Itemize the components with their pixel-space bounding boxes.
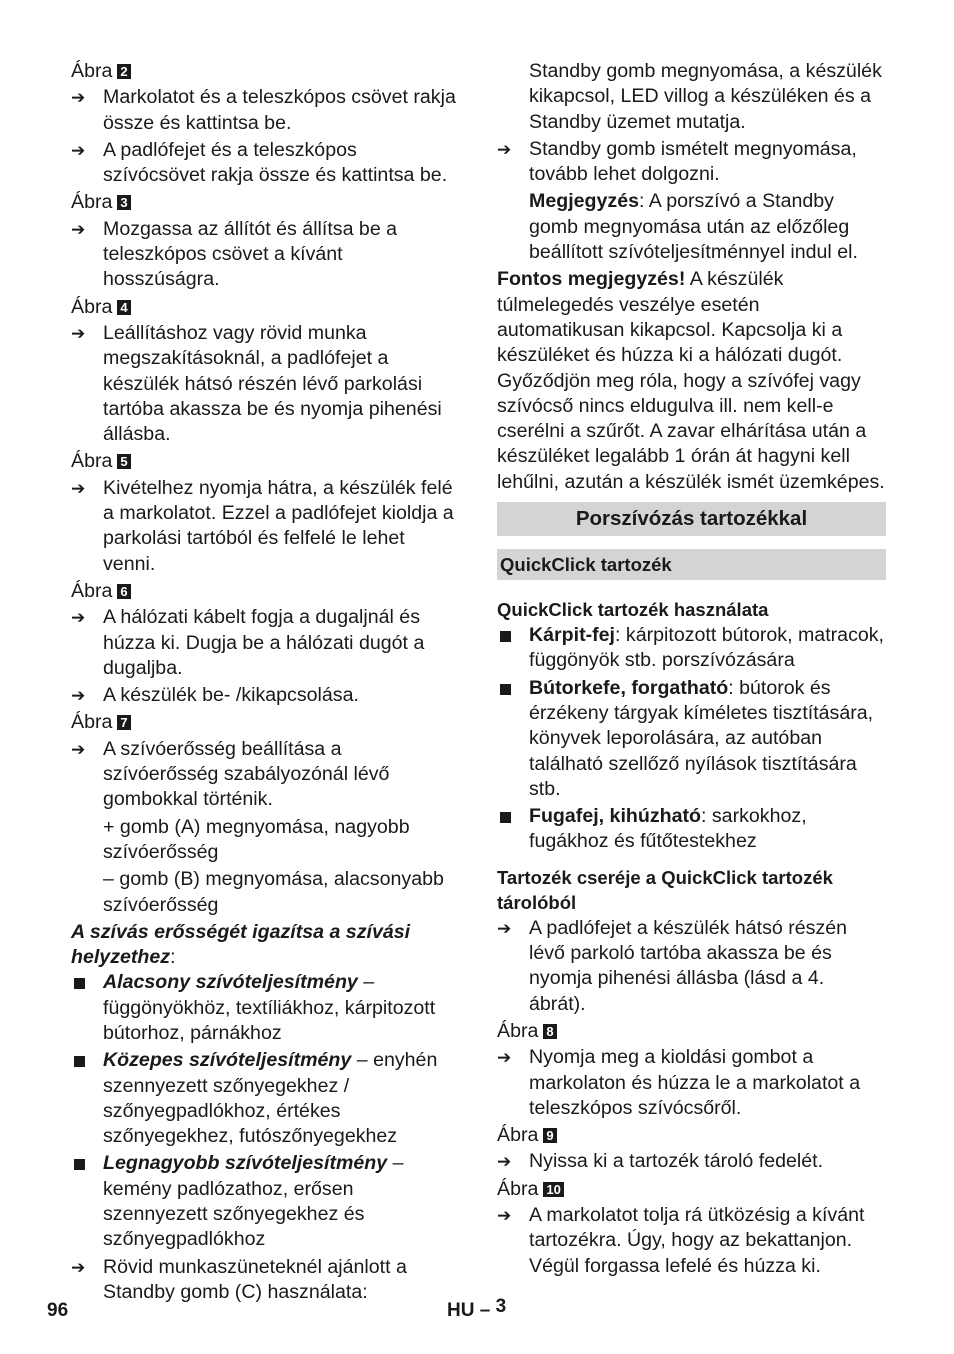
arrow-right-icon: ➔	[71, 88, 86, 108]
figure-ref: Ábra 10	[497, 1177, 886, 1202]
instruction-step: ➔ Rövid munkaszüneteknél ajánlott a Standby gomb (C) használata:	[71, 1255, 407, 1303]
instruction-step: ➔ Markolatot és a teleszkópos csövet rakja össze és kattintsa be.	[71, 86, 456, 134]
arrow-right-icon: ➔	[497, 918, 512, 938]
bullet-item: Legnagyobb szívóteljesítmény – kemény padlózathoz, erősen szennyezett szőnyegekhez és szőnyegpadlókhoz	[71, 1151, 461, 1252]
square-bullet-icon	[74, 1159, 85, 1170]
right-column	[497, 59, 886, 1281]
page-number: 96	[47, 1300, 69, 1321]
figure-ref: Ábra 6	[71, 579, 461, 604]
instruction-step: ➔ A szívóerősség beállítása a szívóerősség szabályozónál lévő gombokkal történik.	[71, 737, 390, 811]
square-bullet-icon	[74, 1056, 85, 1067]
change-heading: Tartozék cseréje a QuickClick tartozék tárolóból	[497, 866, 833, 913]
square-bullet-icon	[500, 631, 511, 642]
bullet-item: Kárpit-fej: kárpitozott bútorok, matracok, függönyök stb. porszívózására	[497, 623, 886, 674]
bullet-item: Alacsony szívóteljesítmény – függönyökhöz, textíliákhoz, kárpitozott bútorhoz, párnákhoz	[71, 970, 461, 1046]
arrow-right-icon: ➔	[497, 1152, 512, 1172]
instruction-step: ➔ Kivételhez nyomja hátra, a készülék felé a markolatot. Ezzel a padlófejet kioldja a parkolási tartóból és felfelé le lehet venni.	[71, 476, 454, 575]
arrow-right-icon: ➔	[71, 323, 86, 343]
instruction-step: ➔ Mozgassa az állítót és állítsa be a teleszkópos csövet a kívánt hosszúságra.	[71, 217, 398, 291]
arrow-right-icon: ➔	[497, 1205, 512, 1225]
instruction-step: ➔ A padlófejet és a teleszkópos szívócsövet rakja össze és kattintsa be.	[71, 138, 448, 187]
arrow-right-icon: ➔	[71, 1257, 86, 1277]
important-note: Fontos megjegyzés! A készülék túlmelegedés veszélye esetén automatikusan kikapcsol. Kapcsolja ki a készüléket és húzza ki a hálózati dugót. Győződjön meg róla, hogy a szívófej vagy szívócső nincs eldugulva ill. nem kell-e cserélni a szűrőt. A zavar elhárítása után a készüléket legalább 1 órán át hagyni kell lehűlni, azután a készülék ismét üzemképes.	[497, 268, 885, 493]
arrow-right-icon: ➔	[497, 1048, 512, 1068]
use-heading: QuickClick tartozék használata	[497, 599, 769, 621]
indented-text: Standby gomb megnyomása, a készülék kikapcsol, LED villog a készüléken és a Standby üzemet mutatja.	[529, 60, 882, 133]
footer-label: HU – 3	[447, 1296, 507, 1321]
indented-text: + gomb (A) megnyomása, nagyobb szívóerősség	[103, 815, 410, 863]
square-bullet-icon	[74, 978, 85, 989]
section-title: Porszívózás tartozékkal	[497, 502, 886, 536]
arrow-right-icon: ➔	[71, 219, 86, 239]
arrow-right-icon: ➔	[497, 139, 512, 159]
instruction-step: ➔ A padlófejet a készülék hátsó részén lévő parkoló tartóba akassza be és nyomja pihenési állásba (lásd a 4. ábrát).	[497, 916, 848, 1015]
bullet-item: Közepes szívóteljesítmény – enyhén szennyezett szőnyegekhez / szőnyegpadlókhoz, értékes szőnyegekhez, futószőnyegekhez	[71, 1048, 461, 1149]
instruction-step: ➔ A markolatot tolja rá ütközésig a kívánt tartozékra. Úgy, hogy az bekattanjon. Végül forgassa lefelé és húzza ki.	[497, 1203, 865, 1277]
instruction-step: ➔ Leállításhoz vagy rövid munka megszakításoknál, a padlófejet a készülék hátsó részén lévő parkolási tartóba akassza be és nyomja pihenési állásba.	[71, 321, 442, 446]
square-bullet-icon	[500, 684, 511, 695]
figure-ref: Ábra 8	[497, 1019, 886, 1044]
bullet-item: Fugafej, kihúzható: sarkokhoz, fugákhoz és fűtőtestekhez	[497, 804, 886, 855]
square-bullet-icon	[500, 812, 511, 823]
arrow-right-icon: ➔	[71, 478, 86, 498]
left-column	[71, 59, 461, 1307]
figure-ref: Ábra 9	[497, 1123, 886, 1148]
arrow-right-icon: ➔	[71, 608, 86, 628]
instruction-step: ➔ Nyissa ki a tartozék tároló fedelét.	[497, 1149, 886, 1174]
arrow-right-icon: ➔	[71, 140, 86, 160]
figure-ref: Ábra 3	[71, 190, 461, 215]
note: Megjegyzés: A porszívó a Standby gomb megnyomása után az előzőleg beállított szívóteljesítménnyel indul el.	[529, 190, 858, 264]
instruction-step: ➔ A hálózati kábelt fogja a dugaljnál és húzza ki. Dugja be a hálózati dugót a dugaljba.	[71, 606, 425, 679]
instruction-step: ➔ Standby gomb ismételt megnyomása, tovább lehet dolgozni.	[497, 137, 857, 186]
figure-ref: Ábra 4	[71, 295, 461, 320]
arrow-right-icon: ➔	[71, 739, 86, 759]
figure-ref: Ábra 2	[71, 59, 461, 84]
figure-ref: Ábra 7	[71, 710, 461, 735]
figure-ref: Ábra 5	[71, 449, 461, 474]
indented-text: – gomb (B) megnyomása, alacsonyabb szívóerősség	[103, 868, 444, 916]
bullet-item: Bútorkefe, forgatható: bútorok és érzékeny tárgyak kíméletes tisztítására, könyvek leporolására, az autóban található szellőző nyílások tisztítására stb.	[497, 676, 886, 802]
instruction-step: ➔ A készülék be- /kikapcsolása.	[71, 683, 461, 708]
suction-heading: A szívás erősségét igazítsa a szívási helyzethez:	[71, 920, 411, 969]
instruction-step: ➔ Nyomja meg a kioldási gombot a markolaton és húzza le a markolatot a teleszkópos szívócsőről.	[497, 1046, 861, 1119]
arrow-right-icon: ➔	[71, 686, 86, 706]
subsection-title: QuickClick tartozék	[497, 549, 886, 580]
